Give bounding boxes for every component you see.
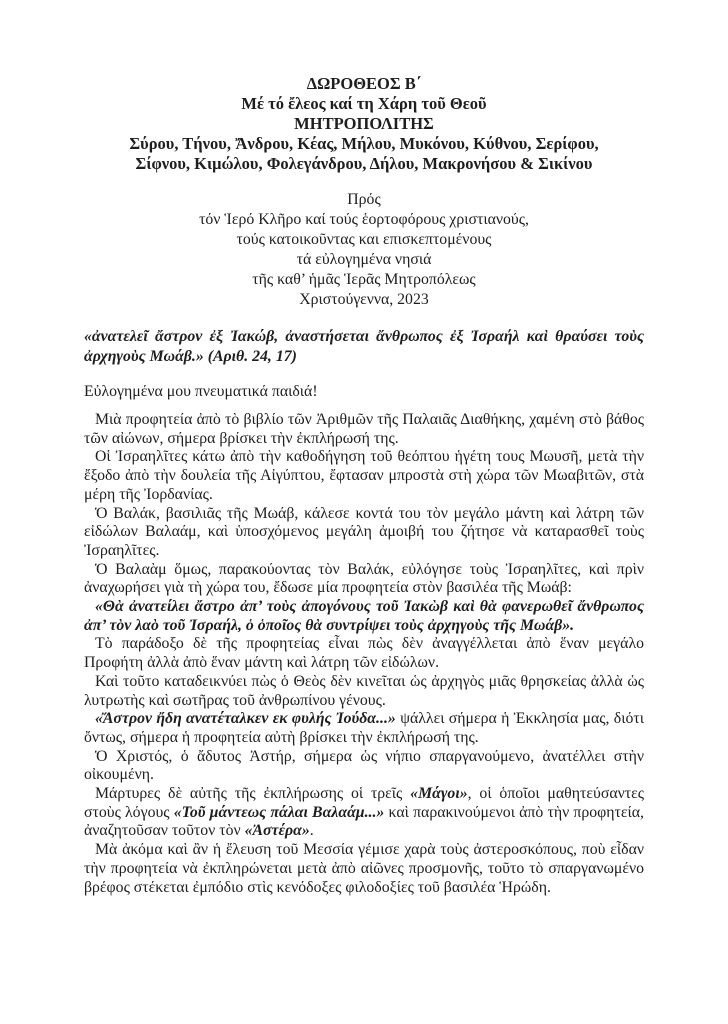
addressees-line: Πρός (347, 191, 381, 208)
paragraph (84, 561, 644, 598)
addressees-line: τούς κατοικοῦντας και επισκεπτομένους (236, 231, 492, 248)
metropolitan-name: ΔΩΡΟΘΕΟΣ Β΄ (306, 74, 422, 93)
epigraph-text: «ἀνατελεῖ ἄστρον ἐξ Ἰακώβ, ἀναστήσεται ἄνθρωπος ἐξ Ἰσραήλ καὶ θραύσει τοὺς ἀρχηγοὺς Μωάβ.» (Αριθ. 24, 17) (84, 328, 644, 365)
body-text: Ὁ Βαλάκ, βασιλιᾶς τῆς Μωάβ, κάλεσε κοντά του τὸν μεγάλο μάντη καὶ λάτρη τῶν εἰδώλων Βαλαάμ, καὶ ὑποσχόμενος μεγάλη ἀμοιβή του ζήτησε νὰ καταρασθεῖ τοὺς Ἰσραηλῖτες. (84, 504, 644, 559)
paragraph (84, 635, 644, 672)
quoted-emphasis: «Μάγοι» (410, 785, 468, 803)
paragraph (84, 673, 644, 710)
date-line: Χριστούγεννα, 2023 (299, 291, 429, 308)
paragraph (84, 448, 644, 504)
body-text: Τὸ παράδοξο δὲ τῆς προφητείας εἶναι πὼς δὲν ἀναγγέλλεται ἀπὸ ἕναν μεγάλο Προφήτη ἀλλὰ ἀπὸ ἕναν μάντη καὶ λάτρη τῶν εἰδώλων. (84, 635, 644, 672)
body-text: Μιὰ προφητεία ἀπὸ τὸ βιβλίο τῶν Ἀριθμῶν τῆς Παλαιᾶς Διαθήκης, χαμένη στὸ βάθος τῶν αἰώνων, σήμερα βρίσκει τὴν ἐκπλήρωσή της. (84, 411, 644, 447)
addressees-line: τά εὐλογημένα νησιά (296, 251, 432, 268)
body-text: . (309, 822, 314, 840)
quoted-emphasis: «Ἀστέρα» (244, 822, 310, 840)
quoted-emphasis: «Ἄστρον ἤδη ανατέταλκεν εκ φυλής Ἰούδα...» (95, 710, 396, 728)
body-text: Μὰ ἀκόμα καὶ ἂν ἡ ἔλευση τοῦ Μεσσία γέμισε χαρὰ τοὺς ἀστεροσκόπους, ποὺ εἶδαν τὴν προφητεία νὰ ἐκπληρώνεται μετὰ ἀπὸ αἰῶνες προσμονῆς, τοῦτο τὸ σπαργανωμένο βρέφος στέκεται ἐμπόδιο στὶς κενόδοξες φιλοδοξίες τοῦ βασιλέα Ἡρώδη. (84, 841, 644, 896)
letterhead (84, 74, 644, 174)
addressees-line: τόν Ἱερό Κλῆρο καί τούς ἑορτοφόρους χριστιανούς, (199, 211, 529, 228)
paragraph (84, 505, 644, 561)
body-text: , οἱ ὁποῖοι μαθητεύσαντες στοὺς λόγους (84, 785, 644, 821)
body-text: Μάρτυρες δὲ αὐτῆς τῆς ἐκπλήρωσης οἱ τρεῖς (95, 785, 411, 803)
letter-body (84, 411, 644, 897)
jurisdiction-line-1: Σύρου, Τήνου, Ἄνδρου, Κέας, Μήλου, Μυκόνου, Κύθνου, Σερίφου, (129, 134, 599, 153)
metropolitan-title: ΜΗΤΡΟΠΟΛΙΤΗΣ (294, 114, 434, 133)
quoted-emphasis: «Θὰ ἀνατείλει ἄστρο ἀπ’ τοὺς ἀπογόνους τοῦ Ἰακὼβ καὶ θὰ φανερωθεῖ ἄνθρωπος ἀπ’ τὸν λαὸ τοῦ Ἰσραήλ, ὁ ὁποῖος θὰ συντρίψει τοὺς ἀρχηγοὺς τῆς Μωάβ». (84, 598, 644, 634)
body-text: Οἱ Ἰσραηλῖτες κάτω ἀπὸ τὴν καθοδήγηση τοῦ θεόπτου ἡγέτη τους Μωυσῆ, μετὰ τὴν ἔξοδο ἀπὸ τὴν δουλεία τῆς Αἰγύπτου, ἔφτασαν μπροστὰ στὴ χώρα τῶν Μωαβιτῶν, στὰ μέρη τῆς Ἰορδανίας. (84, 448, 644, 503)
paragraph (84, 841, 644, 897)
salutation: Εὐλογημένα μου πνευματικά παιδιά! (84, 383, 318, 400)
paragraph (84, 785, 644, 841)
paragraph (84, 598, 644, 635)
paragraph (84, 748, 644, 785)
quoted-emphasis: «Τοῦ μάντεως πάλαι Βαλαάμ...» (173, 803, 385, 821)
body-text: ψάλλει σήμερα ἡ Ἐκκλησία μας, διότι ὄντως, σήμερα ἡ προφητεία αὐτὴ βρίσκει τὴν ἐκπλήρωσή της. (84, 710, 644, 746)
grace-line: Μέ τό ἔλεος καί τη Χάρη τοῦ Θεοῦ (241, 94, 487, 113)
body-text: Ὁ Βαλαὰμ ὅμως, παρακούοντας τὸν Βαλάκ, εὐλόγησε τοὺς Ἰσραηλῖτες, καὶ πρὶν ἀναχωρήσει γιὰ τὴ χώρα του, ἔδωσε μία προφητεία στὸν βασιλέα τῆς Μωάβ: (84, 560, 644, 597)
addressees-line: τῆς καθ’ ἡμᾶς Ἱερᾶς Μητροπόλεως (252, 271, 476, 288)
jurisdiction-line-2: Σίφνου, Κιμώλου, Φολεγάνδρου, Δήλου, Μακρονήσου & Σικίνου (135, 154, 593, 173)
body-text: Καὶ τοῦτο καταδεικνύει πὼς ὁ Θεὸς δὲν κινεῖται ὡς ἀρχηγὸς μιᾶς θρησκείας ἀλλὰ ὡς λυτρωτὴς καὶ σωτῆρας τοῦ ἀνθρωπίνου γένους. (84, 672, 644, 709)
body-text: Ὁ Χριστός, ὁ ἄδυτος Ἀστήρ, σήμερα ὡς νήπιο σπαργανούμενο, ἀνατέλλει στὴν οἰκουμένη. (84, 747, 644, 784)
body-text: καὶ παρακινούμενοι ἀπὸ τὴν προφητεία, ἀναζητοῦσαν τοῦτον τὸν (84, 803, 644, 840)
paragraph (84, 411, 644, 448)
addressees-block (84, 190, 644, 310)
scripture-epigraph (84, 327, 644, 367)
paragraph (84, 710, 644, 747)
